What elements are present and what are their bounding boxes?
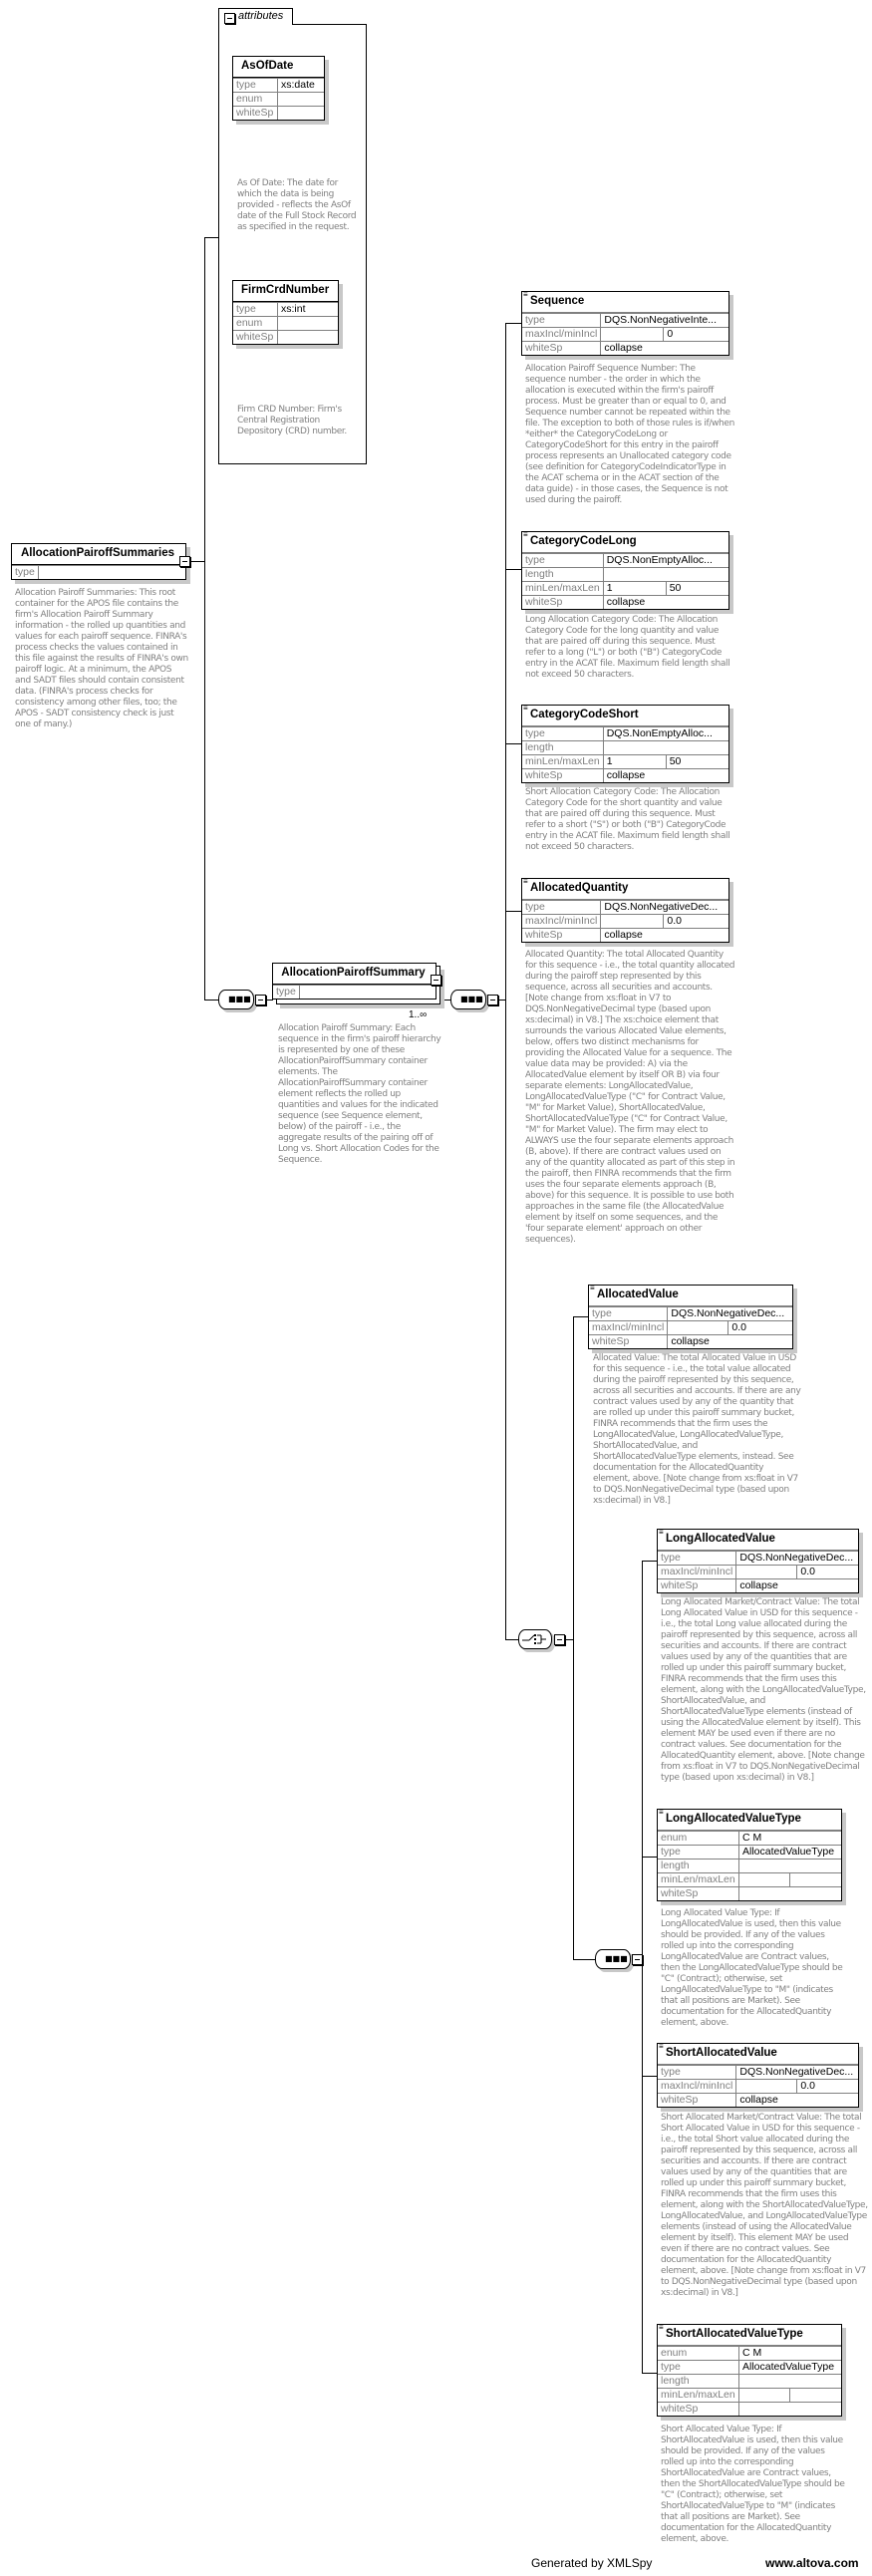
connector-line bbox=[204, 237, 218, 238]
prop-value bbox=[278, 93, 325, 107]
element-title bbox=[589, 1286, 792, 1306]
prop-value: DQS.NonNegativeDec... bbox=[668, 1307, 792, 1321]
element-description: Allocation Pairoff Sequence Number: The sequence number - the order in which the allocation is executed within the firm's pairoff process. Must be greater than or equal to 0, and Sequence number cannot be repeated within the file. The exception to both of those rules is if/when *either* the CategoryCodeLong or CategoryCodeShort for this entry in the pairoff process represents an Unallocated category code (see definition for CategoryCodeIndicatorType in the ACAT schema or in the ACAT section of the data guide) - in those cases, the Sequence is not used during the pairoff. bbox=[525, 364, 734, 505]
prop-value: collapse bbox=[668, 1335, 792, 1349]
prop-value: 50 bbox=[666, 755, 728, 769]
attributes-group-top bbox=[291, 24, 366, 25]
connector-line bbox=[498, 1000, 505, 1001]
element-name: LongAllocatedValueType bbox=[666, 1813, 801, 1825]
connector-line bbox=[573, 1316, 588, 1317]
collapse-button[interactable] bbox=[255, 995, 266, 1005]
prop-value: collapse bbox=[603, 596, 728, 610]
element-mark-icon: ≡ bbox=[523, 704, 528, 713]
prop-label: whiteSp bbox=[233, 331, 278, 345]
prop-label: maxIncl/minIncl bbox=[589, 1321, 668, 1335]
sequence-icon: ■■■ bbox=[595, 1949, 631, 1969]
element-name: Sequence bbox=[530, 295, 585, 307]
prop-value: xs:int bbox=[278, 303, 339, 317]
prop-value: collapse bbox=[601, 342, 728, 356]
properties-table bbox=[522, 900, 728, 942]
element-name: FirmCrdNumber bbox=[233, 281, 338, 302]
connector-line bbox=[440, 1000, 450, 1001]
properties-table bbox=[522, 313, 728, 355]
prop-value: DQS.NonEmptyAlloc... bbox=[603, 727, 728, 741]
connector-line bbox=[642, 2373, 657, 2374]
prop-label: whiteSp bbox=[233, 107, 278, 121]
element-name: CategoryCodeLong bbox=[530, 535, 637, 547]
prop-value bbox=[603, 741, 728, 755]
prop-label: type bbox=[658, 1846, 739, 1860]
prop-label: maxIncl/minIncl bbox=[658, 1566, 736, 1579]
prop-value: AllocatedValueType bbox=[739, 2361, 842, 2375]
prop-value bbox=[790, 2389, 842, 2403]
properties-table bbox=[658, 2065, 858, 2107]
element-mark-icon: ≡ bbox=[659, 2323, 664, 2332]
root-element[interactable] bbox=[11, 543, 186, 580]
element-mark-icon: ≡ bbox=[523, 290, 528, 299]
properties-table bbox=[233, 78, 324, 120]
element-sequence[interactable] bbox=[521, 291, 729, 356]
element-title bbox=[658, 1530, 858, 1551]
sequence-icon: ■■■ bbox=[450, 990, 486, 1009]
prop-value bbox=[278, 317, 339, 331]
prop-label: type bbox=[658, 1552, 736, 1566]
element-mark-icon: ≡ bbox=[659, 2042, 664, 2051]
connector-line bbox=[505, 911, 521, 912]
element-longallocatedvalue[interactable] bbox=[657, 1529, 859, 1593]
properties-table bbox=[589, 1306, 792, 1348]
choice-switch-icon bbox=[519, 1630, 551, 1648]
prop-label: length bbox=[522, 568, 603, 582]
prop-label: enum bbox=[658, 1832, 739, 1846]
collapse-button[interactable] bbox=[632, 1954, 643, 1965]
element-categorycodeshort[interactable] bbox=[521, 705, 729, 783]
element-description: Long Allocation Category Code: The Allocation Category Code for the long quantity and value that are paired off during this sequence. Must refer to a long ("L") or both ("B") CategoryCode entry in the ACAT file. Maximum field length shall not exceed 50 characters. bbox=[525, 615, 730, 680]
root-description: Allocation Pairoff Summaries: This root container for the APOS file contains the firm's Allocation Pairoff Summary information - the rolled up quantities and values for each pairoff sequence. FINRA's process checks the values contained in this file against the results of FINRA's own pairoff logic. At a minimum, the APOS and SADT files should contain consistent data. (FINRA's process checks for consistency among other files, too; the APOS - SADT consistency check is just one of many.) bbox=[15, 588, 188, 729]
prop-value bbox=[790, 1873, 842, 1887]
prop-label: type bbox=[522, 727, 603, 741]
prop-label: whiteSp bbox=[522, 769, 603, 783]
prop-value bbox=[736, 1566, 797, 1579]
prop-value: collapse bbox=[736, 2094, 858, 2108]
element-name: ShortAllocatedValueType bbox=[666, 2328, 803, 2340]
prop-label: maxIncl/minIncl bbox=[658, 2080, 736, 2094]
element-name: AsOfDate bbox=[233, 57, 324, 78]
prop-value bbox=[739, 2403, 842, 2417]
prop-value bbox=[739, 1860, 842, 1873]
sequence-compositor[interactable] bbox=[450, 990, 498, 1009]
collapse-button[interactable] bbox=[431, 975, 441, 986]
prop-label: whiteSp bbox=[658, 1579, 736, 1593]
prop-label: type bbox=[12, 566, 38, 580]
prop-value: 0.0 bbox=[664, 915, 728, 929]
element-title bbox=[522, 292, 728, 313]
prop-value: 1 bbox=[603, 755, 666, 769]
attribute-description: As Of Date: The date for which the data is being provided - reflects the AsOf date of the Full Stock Record as specified in the request. bbox=[237, 178, 357, 232]
summary-element[interactable] bbox=[272, 963, 436, 1000]
connector-line bbox=[505, 323, 521, 324]
element-mark-icon: ≡ bbox=[523, 530, 528, 539]
element-name: CategoryCodeShort bbox=[530, 709, 639, 720]
prop-label: type bbox=[658, 2361, 739, 2375]
sequence-icon: ■■■ bbox=[218, 990, 254, 1009]
prop-label: type bbox=[589, 1307, 668, 1321]
element-longallocatedvaluetype[interactable] bbox=[657, 1809, 842, 1901]
prop-label: minLen/maxLen bbox=[522, 755, 603, 769]
prop-value bbox=[739, 2375, 842, 2389]
prop-value bbox=[601, 328, 664, 342]
prop-label: maxIncl/minIncl bbox=[522, 915, 601, 929]
properties-table bbox=[12, 565, 185, 579]
collapse-button[interactable] bbox=[179, 556, 190, 567]
properties-table bbox=[658, 1551, 858, 1592]
prop-value: 1 bbox=[603, 582, 666, 596]
choice-icon bbox=[518, 1629, 552, 1649]
element-title bbox=[658, 2325, 841, 2346]
prop-value: C M bbox=[739, 2347, 842, 2361]
element-name: AllocatedQuantity bbox=[530, 882, 629, 894]
prop-value: collapse bbox=[601, 929, 728, 943]
attributes-label: attributes bbox=[238, 10, 284, 22]
prop-label: type bbox=[658, 2066, 736, 2080]
element-name: ShortAllocatedValue bbox=[666, 2047, 777, 2059]
element-description: Short Allocated Market/Contract Value: The total Short Allocated Value in USD for this sequence - i.e., the total Short value allocated during the pairoff represented by this sequence, across all securities and accounts. If there are contract values used by any of the quantities that are rolled up under this pairoff summary bucket, FINRA recommends that the firm uses this element, along with the ShortAllocatedValueType, LongAllocatedValue, and LongAllocatedValueType elements (instead of using the AllocatedValue element by itself). This element MAY be used even if there are no contract values. See documentation for the AllocatedQuantity element, above. [Note change from xs:float in V7 to DQS.NonNegativeDecimal type (based upon xs:decimal) in V8.] bbox=[661, 2113, 868, 2298]
element-name: AllocationPairoffSummary bbox=[273, 964, 436, 985]
collapse-button[interactable] bbox=[554, 1634, 565, 1645]
prop-value: xs:date bbox=[278, 79, 325, 93]
prop-label: whiteSp bbox=[522, 342, 601, 356]
connector-line bbox=[642, 1561, 657, 1562]
prop-label: enum bbox=[233, 93, 278, 107]
element-allocatedquantity[interactable] bbox=[521, 878, 729, 943]
collapse-button[interactable] bbox=[224, 13, 235, 24]
element-shortallocatedvaluetype[interactable] bbox=[657, 2324, 842, 2417]
prop-label: whiteSp bbox=[658, 1887, 739, 1901]
prop-value bbox=[739, 2389, 790, 2403]
element-title bbox=[522, 532, 728, 553]
connector-line bbox=[565, 1639, 573, 1640]
prop-value: collapse bbox=[603, 769, 728, 783]
prop-value: 0.0 bbox=[797, 2080, 858, 2094]
prop-value: 0 bbox=[664, 328, 728, 342]
prop-value bbox=[299, 986, 436, 1000]
prop-value: 0.0 bbox=[797, 1566, 858, 1579]
element-title bbox=[522, 706, 728, 726]
prop-label: minLen/maxLen bbox=[522, 582, 603, 596]
properties-table bbox=[273, 985, 436, 999]
prop-value bbox=[601, 915, 664, 929]
collapse-button[interactable] bbox=[487, 995, 498, 1005]
element-name: AllocatedValue bbox=[597, 1288, 679, 1300]
prop-value: 50 bbox=[666, 582, 728, 596]
properties-table bbox=[522, 553, 728, 609]
prop-value: DQS.NonNegativeDec... bbox=[736, 2066, 858, 2080]
prop-value bbox=[739, 1873, 790, 1887]
attribute-asofdate[interactable] bbox=[232, 56, 325, 121]
summary-description: Allocation Pairoff Summary: Each sequence in the firm's pairoff hierarchy is represented by one of these AllocationPairoffSummary container elements. The AllocationPairoffSummary container element reflects the rolled up quantities and values for the indicated sequence (see Sequence element, below) of the pairoff - i.e., the aggregate results of the pairing off of Long vs. Short Allocation Codes for the Sequence. bbox=[278, 1023, 441, 1165]
prop-value bbox=[603, 568, 728, 582]
prop-value: DQS.NonEmptyAlloc... bbox=[603, 554, 728, 568]
element-categorycodelong[interactable] bbox=[521, 531, 729, 610]
prop-label: enum bbox=[658, 2347, 739, 2361]
prop-value: collapse bbox=[736, 1579, 858, 1593]
element-name: AllocationPairoffSummaries bbox=[12, 544, 185, 565]
element-description: Allocated Quantity: The total Allocated Quantity for this sequence - i.e., the total quantity allocated during the pairoff step represented by this sequence, across all securities and accounts. [Note change from xs:float in V7 to DQS.NonNegativeDecimal type (based upon xs:decimal) in V8.] The xs:choice element that surrounds the various Allocated Value elements, below, offers two distinct mechanisms for providing the Allocated Value for a sequence. The value data may be provided: A) via the AllocatedValue element by itself OR B) via four separate elements: LongAllocatedValue, LongAllocatedValueType ("C" for Contract Value, "M" for Market Value), ShortAllocatedValue, ShortAllocatedValueType ("C" for Contract Value, "M" for Market Value). The firm may elect to ALWAYS use the four separate elements approach (B, above). If there are contract values used on any of the quantity allocated as part of this step in the pairoff, then FINRA recommends that the firm uses the four separate elements approach (B, above) for this sequence. It is possible to use both approaches in the same file (the AllocatedValue element by itself on some sequences, and the 'four separate element' approach on other sequences). bbox=[525, 950, 735, 1245]
prop-value: DQS.NonNegativeDec... bbox=[736, 1552, 858, 1566]
connector-line bbox=[505, 743, 521, 744]
element-description: Allocated Value: The total Allocated Value in USD for this sequence - i.e., the total value allocated during the pairoff represented by this sequence, across all securities and accounts. If there are any contract values used by any of the quantity that are rolled up under this pairoff summary bucket, FINRA recommends that the firm uses the LongAllocatedValue, LongAllocatedValueType, ShortAllocatedValue, and ShortAllocatedValueType elements, instead. See documentation for the AllocatedQuantity element, above. [Note change from xs:float in V7 to DQS.NonNegativeDecimal type (based upon xs:decimal) in V8.] bbox=[593, 1353, 801, 1506]
prop-value bbox=[736, 2080, 797, 2094]
properties-table bbox=[658, 2346, 841, 2416]
prop-value: AllocatedValueType bbox=[739, 1846, 842, 1860]
connector-line bbox=[573, 1959, 595, 1960]
connector-line bbox=[204, 237, 205, 1001]
prop-value: DQS.NonNegativeDec... bbox=[601, 901, 728, 915]
connector-line bbox=[505, 1639, 518, 1640]
prop-label: whiteSp bbox=[658, 2094, 736, 2108]
footer-site-link[interactable]: www.altova.com bbox=[765, 2556, 859, 2570]
prop-label: type bbox=[522, 901, 601, 915]
attribute-description: Firm CRD Number: Firm's Central Registration Depository (CRD) number. bbox=[237, 405, 347, 436]
prop-label: maxIncl/minIncl bbox=[522, 328, 601, 342]
element-title bbox=[658, 1810, 841, 1831]
prop-label: type bbox=[233, 79, 278, 93]
connector-line bbox=[573, 1316, 574, 1960]
element-shortallocatedvalue[interactable] bbox=[657, 2043, 859, 2108]
prop-label: type bbox=[522, 554, 603, 568]
prop-label: minLen/maxLen bbox=[658, 1873, 739, 1887]
connector-line bbox=[191, 561, 204, 562]
sequence-compositor[interactable] bbox=[595, 1949, 643, 1969]
prop-label: whiteSp bbox=[589, 1335, 668, 1349]
prop-value bbox=[739, 1887, 842, 1901]
footer-generated-by: Generated by XMLSpy bbox=[531, 2556, 653, 2570]
connector-line bbox=[505, 569, 521, 570]
connector-line bbox=[204, 1000, 218, 1001]
prop-label: length bbox=[522, 741, 603, 755]
cardinality: 1..∞ bbox=[409, 1009, 428, 1020]
prop-value: 0.0 bbox=[728, 1321, 792, 1335]
prop-label: type bbox=[273, 986, 299, 1000]
element-description: Long Allocated Market/Contract Value: The total Long Allocated Value in USD for this sequence - i.e., the total Long value allocated during the pairoff represented by this sequence, across all securities and accounts. If there are contract values used by any of the quantities that are rolled up under this pairoff summary bucket, FINRA recommends that the firm uses this element, along with the LongAllocatedValueType, ShortAllocatedValue, and ShortAllocatedValueType elements (instead of using the AllocatedValue element by itself). This element MAY be used even if there are no contract values. See documentation for the AllocatedQuantity element, above. [Note change from xs:float in V7 to DQS.NonNegativeDecimal type (based upon xs:decimal) in V8.] bbox=[661, 1597, 866, 1783]
properties-table bbox=[233, 302, 338, 344]
prop-label: length bbox=[658, 2375, 739, 2389]
connector-line bbox=[505, 323, 506, 1640]
prop-value: DQS.NonNegativeInte... bbox=[601, 314, 728, 328]
attribute-firmcrdnumber[interactable] bbox=[232, 280, 339, 345]
prop-label: type bbox=[522, 314, 601, 328]
element-mark-icon: ≡ bbox=[659, 1808, 664, 1817]
prop-label: type bbox=[233, 303, 278, 317]
prop-value bbox=[278, 107, 325, 121]
element-allocatedvalue[interactable] bbox=[588, 1285, 793, 1349]
element-name: LongAllocatedValue bbox=[666, 1533, 775, 1545]
choice-compositor[interactable] bbox=[518, 1629, 566, 1649]
prop-value bbox=[668, 1321, 728, 1335]
attributes-tab[interactable] bbox=[218, 8, 293, 25]
element-description: Short Allocation Category Code: The Allocation Category Code for the short quantity and value that are paired off during this sequence. Must refer to a short ("S") or both ("B") CategoryCode entry in the ACAT file. Maximum field length shall not exceed 50 characters. bbox=[525, 787, 730, 852]
connector-line bbox=[642, 1857, 657, 1858]
prop-label: minLen/maxLen bbox=[658, 2389, 739, 2403]
element-title bbox=[522, 879, 728, 900]
connector-line bbox=[265, 1000, 273, 1001]
element-mark-icon: ≡ bbox=[659, 1528, 664, 1537]
prop-label: whiteSp bbox=[522, 929, 601, 943]
prop-label: length bbox=[658, 1860, 739, 1873]
element-mark-icon: ≡ bbox=[523, 877, 528, 886]
element-description: Short Allocated Value Type: If ShortAllocatedValue is used, then this value should be provided. If any of the values rolled up into the corresponding ShortAllocatedValue are Contract values, then the ShortAllocatedValueType should be "C" (Contract); otherwise, set ShortAllocatedValueType to "M" (indicates that all positions are Market). See documentation for the AllocatedQuantity element, above. bbox=[661, 2425, 845, 2544]
element-title bbox=[658, 2044, 858, 2065]
properties-table bbox=[522, 726, 728, 782]
prop-value bbox=[38, 566, 185, 580]
properties-table bbox=[658, 1831, 841, 1900]
prop-value bbox=[278, 331, 339, 345]
connector-line bbox=[642, 2076, 657, 2077]
prop-label: enum bbox=[233, 317, 278, 331]
prop-label: whiteSp bbox=[522, 596, 603, 610]
sequence-compositor[interactable] bbox=[218, 990, 266, 1009]
prop-value: C M bbox=[739, 1832, 842, 1846]
element-description: Long Allocated Value Type: If LongAllocatedValue is used, then this value should be provided. If any of the values rolled up into the corresponding LongAllocatedValue are Contract values, then the LongAllocatedValueType should be "C" (Contract); otherwise, set LongAllocatedValueType to "M" (indicates that all positions are Market). See documentation for the AllocatedQuantity element, above. bbox=[661, 1908, 843, 2028]
element-mark-icon: ≡ bbox=[590, 1284, 595, 1292]
prop-label: whiteSp bbox=[658, 2403, 739, 2417]
